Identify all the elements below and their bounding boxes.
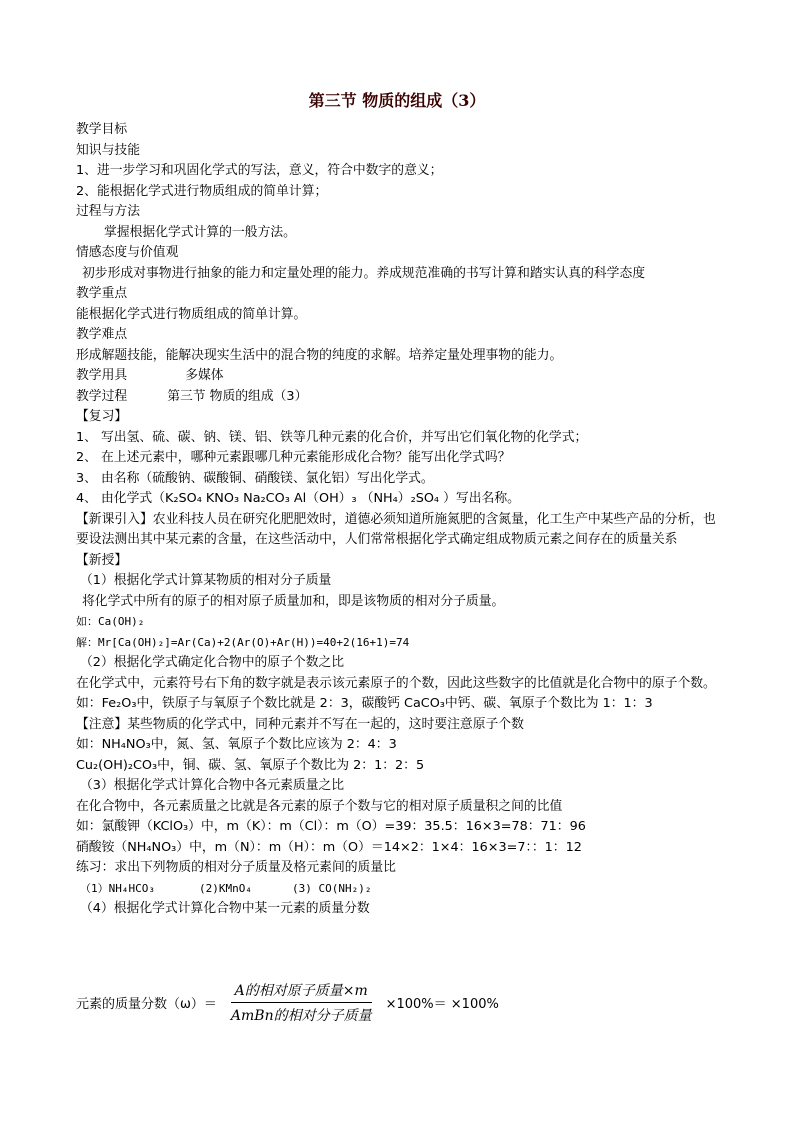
key-points-text: 能根据化学式进行物质组成的简单计算。 — [76, 306, 307, 322]
section-3-heading: （3）根据化学式计算化合物中各元素质量之比 — [80, 778, 345, 793]
new-content-heading: 【新授】 — [76, 552, 128, 568]
section-2-heading: （2）根据化学式确定化合物中的原子个数之比 — [80, 655, 345, 670]
heading-teaching-goals: 教学目标 — [76, 122, 128, 137]
teaching-process-label: 教学过程 — [76, 388, 128, 404]
example-solution: 解：Mr[Ca(OH)₂]=Ar(Ca)+2(Ar(O)+Ar(H))=40+2(16+1)=74 — [76, 635, 410, 649]
difficulties-text: 形成解题技能，能解决现实生活中的混合物的纯度的求解。培养定量处理事物的能力。 — [76, 347, 563, 363]
section-2-example: 如：Fe₂O₃中，铁原子与氧原子个数比就是 2：3，碳酸钙 CaCO₃中钙、碳、氧原子个数比为 1：1：3 — [76, 696, 653, 711]
section-1-text: 将化学式中所有的原子的相对原子质量加和，即是该物质的相对分子质量。 — [82, 593, 505, 609]
section-3-example-2: 硝酸铵（NH₄NO₃）中，m（N）：m（H）：m（O）＝14×2：1×4：16×3=7：：1：12 — [76, 839, 582, 855]
formula-fraction — [227, 980, 376, 1025]
teaching-tools-value: 多媒体 — [185, 368, 224, 383]
section-3-text: 在化合物中，各元素质量之比就是各元素的原子个数与它的相对原子质量积之间的比值 — [76, 798, 563, 814]
exercise-items — [76, 879, 726, 900]
new-lesson-intro: 【新课引入】农业科技人员在研究化肥肥效时，道德必须知道所施氮肥的含氮量，化工生产中某些产品的分析，也要设法测出其中某元素的含量，在这些活动中，人们常常根据化学式确定组成物质元素之间存在的质量关系 — [76, 511, 716, 547]
review-heading: 【复习】 — [76, 409, 128, 424]
note-example-1: 如：NH₄NO₃中，氮、氢、氧原子个数比应该为 2：4：3 — [76, 737, 397, 752]
heading-process-method: 过程与方法 — [76, 204, 140, 219]
teaching-process-line — [76, 387, 726, 408]
exercise-item-1: （1）NH₄HCO₃ — [80, 881, 155, 895]
teaching-tools-label: 教学用具 — [76, 368, 128, 383]
document-body — [76, 120, 726, 920]
page-title: 第三节 物质的组成（3） — [308, 91, 486, 110]
exercise-item-3: (3) CO(NH₂)₂ — [291, 881, 372, 895]
mass-fraction-formula — [76, 980, 499, 1025]
review-item-3: 3、 由名称（硫酸钠、碳酸铜、硝酸镁、氯化铝）写出化学式。 — [76, 470, 434, 486]
section-3-example-1: 如：氯酸钾（KClO₃）中，m（K）：m（Cl）：m（O）=39：35.5：16×3=78：71：96 — [76, 819, 586, 834]
note-example-2: Cu₂(OH)₂CO₃中，铜、碳、氢、氧原子个数比为 2：1：2：5 — [76, 757, 425, 773]
note-text: 【注意】某些物质的化学式中，同种元素并不写在一起的，这时要注意原子个数 — [76, 716, 524, 732]
review-item-1: 1、 写出氢、硫、碳、钠、镁、铝、铁等几种元素的化合价，并写出它们氧化物的化学式； — [76, 429, 588, 445]
section-2-text: 在化学式中，元素符号右下角的数字就是表示该元素原子的个数，因此这些数字的比值就是化合物中的原子个数。 — [76, 675, 716, 691]
exercise-prompt: 练习：求出下列物质的相对分子质量及格元素间的质量比 — [76, 860, 396, 875]
section-1-heading: （1）根据化学式计算某物质的相对分子质量 — [80, 573, 332, 588]
heading-difficulties: 教学难点 — [76, 327, 128, 342]
formula-numerator: A的相对原子质量×m — [231, 980, 372, 1003]
goal-item-1: 1、进一步学习和巩固化学式的写法，意义，符合中数字的意义； — [76, 163, 443, 178]
formula-lhs: 元素的质量分数（ω）＝ — [76, 997, 217, 1012]
exercise-item-2: (2)KMnO₄ — [198, 881, 252, 895]
attitude-values-text: 初步形成对事物进行抽象的能力和定量处理的能力。养成规范准确的书写计算和踏实认真的科学态度 — [82, 265, 646, 281]
formula-denominator: AmBn的相对分子质量 — [230, 1008, 372, 1024]
formula-rhs: ×100%＝ ×100% — [385, 997, 499, 1012]
example-formula: 如：Ca(OH)₂ — [76, 615, 145, 628]
heading-key-points: 教学重点 — [76, 286, 128, 301]
process-method-text: 掌握根据化学式计算的一般方法。 — [104, 224, 296, 240]
review-item-4: 4、 由化学式（K₂SO₄ KNO₃ Na₂CO₃ Al（OH）₃ （NH₄）₂SO₄ ）写出名称。 — [76, 491, 520, 506]
teaching-process-value: 第三节 物质的组成（3） — [167, 388, 308, 404]
heading-attitude-values: 情感态度与价值观 — [76, 245, 179, 260]
heading-knowledge-skills: 知识与技能 — [76, 142, 140, 158]
goal-item-2: 2、能根据化学式进行物质组成的简单计算； — [76, 183, 328, 199]
review-item-2: 2、 在上述元素中，哪种元素跟哪几种元素能形成化合物？能写出化学式吗？ — [76, 450, 511, 465]
section-4-heading: （4）根据化学式计算化合物中某一元素的质量分数 — [80, 901, 370, 916]
teaching-tools-line — [76, 366, 726, 387]
